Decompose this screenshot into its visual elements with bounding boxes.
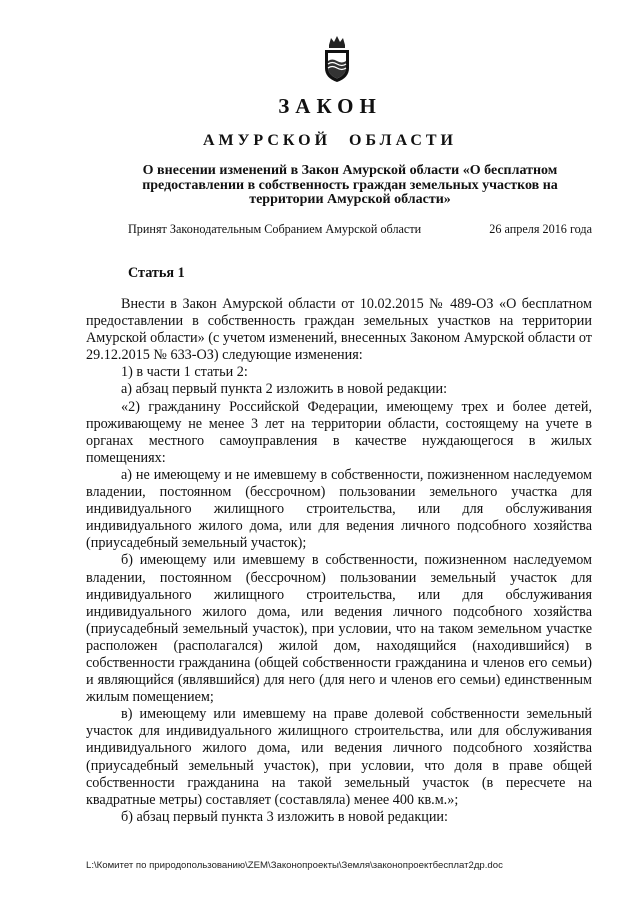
adoption-line [128, 222, 592, 237]
article-title: Статья 1 [128, 265, 185, 281]
file-path-footer: L:\Комитет по природопользованию\ZEM\Законопроекты\Земля\законопроектбесплат2др.doc [86, 860, 503, 871]
paragraph: б) абзац первый пункта 3 изложить в новой редакции: [121, 808, 448, 825]
adopted-date: 26 апреля 2016 года [489, 222, 592, 236]
region-word-1: АМУРСКОЙ [203, 132, 332, 149]
paragraph: в) имеющему или имевшему на праве долевой собственности земельный участок для индивидуального жилищного строительства, или для обслуживания индивидуального жилого дома, или ведения личного подсобного хозяйства (приусадебный земельный участок), при условии, что доля в праве общей собственности гражданина на такой земельный участок (в пересчете на квадратные метры) составляет (составляла) менее 400 кв.м.»; [86, 706, 592, 808]
law-title: ЗАКОН [278, 94, 382, 118]
coat-of-arms-icon [322, 34, 352, 84]
paragraph: а) не имеющему и не имевшему в собственности, пожизненном наследуемом владении, постоянном (бессрочном) пользовании земельного участка для индивидуального жилищного строительства, или для обслуживания индивидуального жилого дома, или для ведения личного подсобного хозяйства (приусадебный земельный участок); [86, 466, 592, 552]
article-body [86, 296, 592, 826]
region-title [0, 132, 640, 150]
adopted-by: Принят Законодательным Собранием Амурской области [128, 222, 422, 236]
law-subject: О внесении изменений в Закон Амурской области «О бесплатном предоставлении в собственность граждан земельных участков на территории Амурской области» [142, 163, 558, 208]
paragraph: 1) в части 1 статьи 2: [121, 364, 248, 381]
region-word-2: ОБЛАСТИ [349, 132, 457, 149]
paragraph: а) абзац первый пункта 2 изложить в новой редакции: [121, 381, 448, 398]
paragraph: б) имеющему или имевшему в собственности, пожизненном наследуемом владении, постоянном (бессрочном) пользовании земельный участок для индивидуального жилищного строительства, или для обслуживания индивидуального жилого дома, или ведения личного подсобного хозяйства (приусадебный земельный участок), при условии, что на таком земельном участке расположен (располагался) жилой дом, находящийся (находившийся) в собственности гражданина (общей собственности гражданина и членов его семьи) и являющийся (являвшийся) для него (для него и членов его семьи) единственным жилым помещением; [86, 552, 592, 706]
paragraph: Внести в Закон Амурской области от 10.02.2015 № 489-ОЗ «О бесплатном предоставлении в собственность граждан земельных участков на территории Амурской области» (с учетом изменений, внесенных Законом Амурской области от 29.12.2015 № 633-ОЗ) следующие изменения: [86, 296, 592, 364]
paragraph: «2) гражданину Российской Федерации, имеющему трех и более детей, проживающему не менее 3 лет на территории области, состоящему на учете в органах местного самоуправления в качестве нуждающегося в жилых помещениях: [86, 398, 592, 466]
